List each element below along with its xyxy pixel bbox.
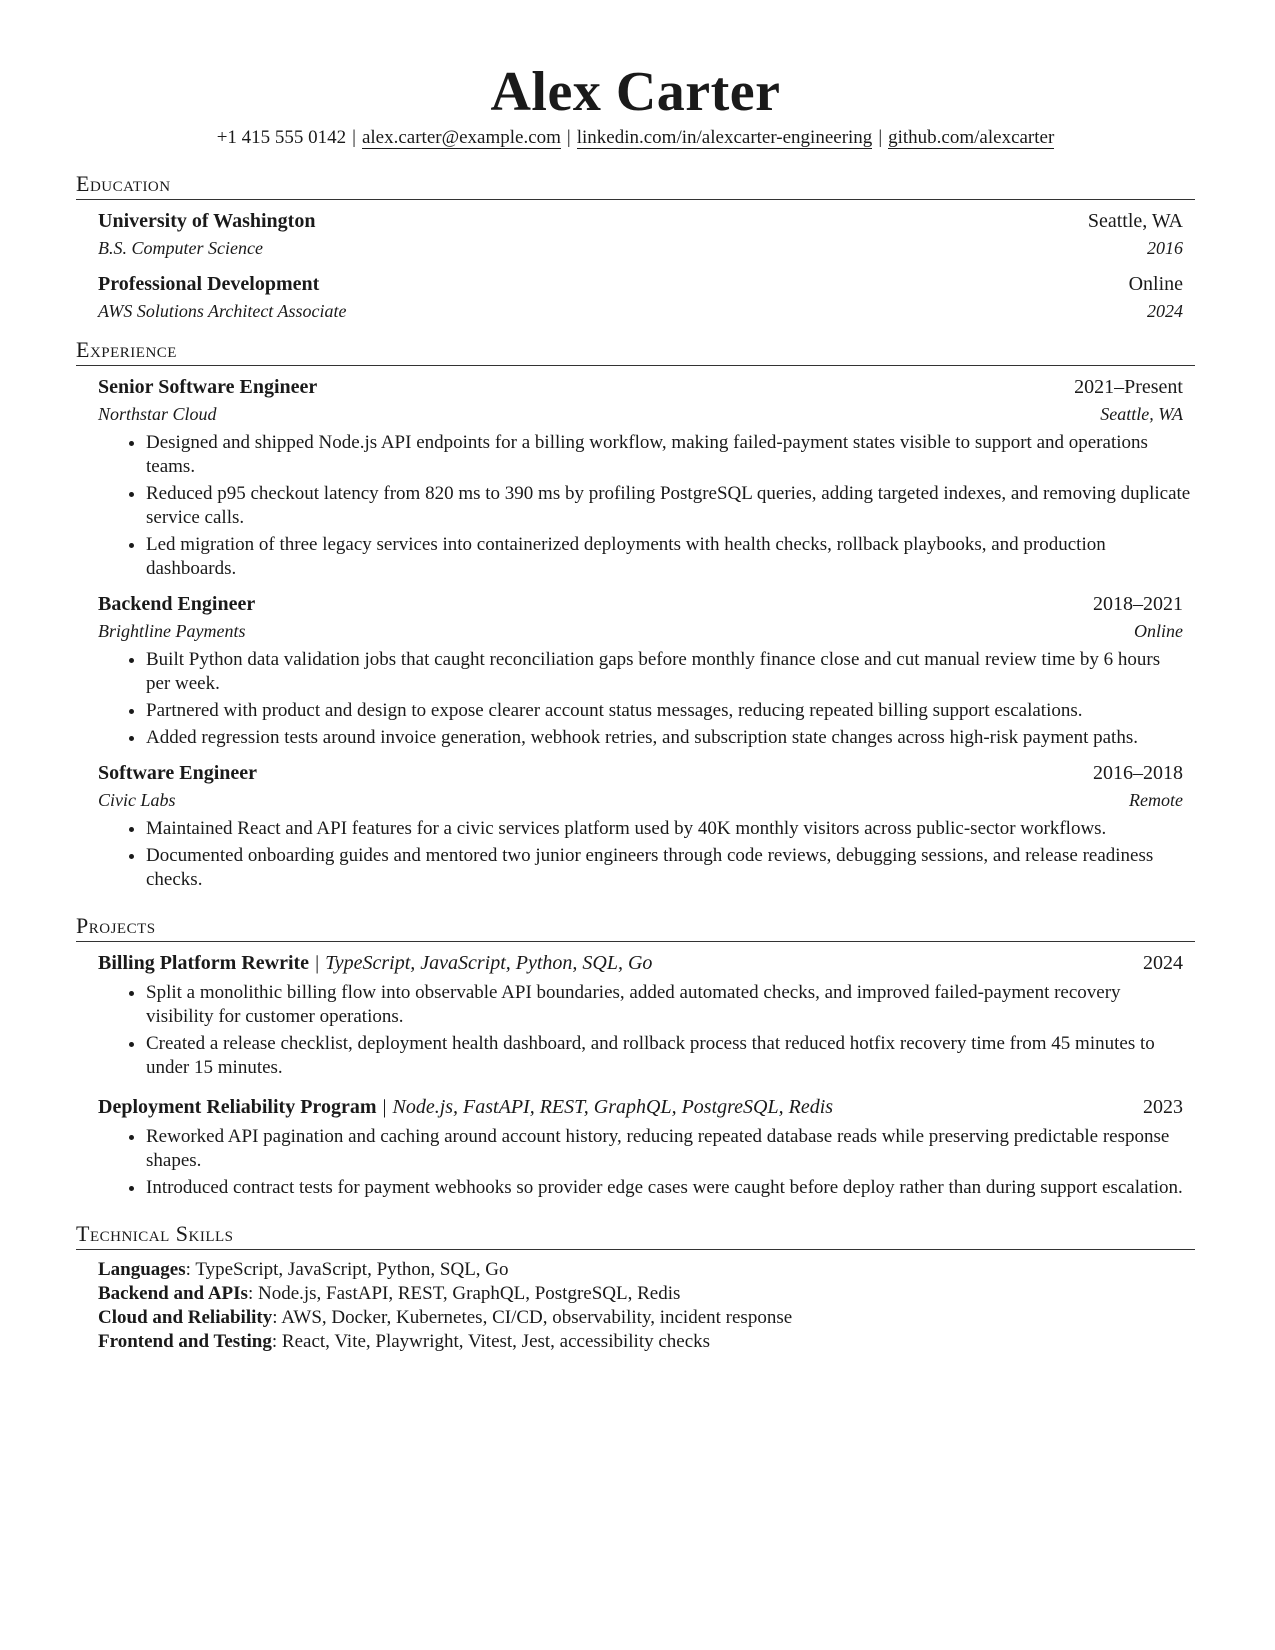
bullet-item: • Introduced contract tests for payment webhooks so provider edge cases were caught before deploy rather than during support escalation. <box>146 1176 1183 1200</box>
job-location: Remote <box>1129 790 1183 810</box>
education-heading: Education <box>76 172 1195 200</box>
company-name: Civic Labs <box>98 790 176 810</box>
phone-number: +1 415 555 0142 <box>216 127 347 148</box>
school-name: University of Washington <box>98 210 316 232</box>
degree: B.S. Computer Science <box>98 238 263 258</box>
skill-line: Languages: TypeScript, JavaScript, Python, SQL, Go <box>98 1259 509 1280</box>
skill-line: Cloud and Reliability: AWS, Docker, Kubernetes, CI/CD, observability, incident response <box>98 1307 793 1328</box>
separator: | <box>382 1096 387 1118</box>
bullet-item: • Built Python data validation jobs that caught reconciliation gaps before monthly finance close and cut manual review time by 6 hours per week. <box>146 648 1183 696</box>
skill-label: Frontend and Testing <box>98 1331 272 1352</box>
project-year: 2023 <box>1143 1096 1183 1118</box>
bullet-list <box>98 817 1183 892</box>
job-role: Software Engineer <box>98 762 258 784</box>
linkedin-link[interactable]: linkedin.com/in/alexcarter-engineering <box>576 127 873 148</box>
bullet-item: • Added regression tests around invoice generation, webhook retries, and subscription state changes across high-risk payment paths. <box>146 726 1183 750</box>
project-name: Deployment Reliability Program <box>98 1096 377 1118</box>
skill-value: React, Vite, Playwright, Vitest, Jest, accessibility checks <box>281 1331 711 1352</box>
project-tech: Node.js, FastAPI, REST, GraphQL, PostgreSQL, Redis <box>392 1096 834 1118</box>
bullet-item: • Reduced p95 checkout latency from 820 ms to 390 ms by profiling PostgreSQL queries, adding targeted indexes, and removing duplicate service calls. <box>146 482 1195 530</box>
skills-heading: Technical Skills <box>76 1222 1195 1250</box>
bullet-item: • Led migration of three legacy services into containerized deployments with health checks, rollback playbooks, and production dashboards. <box>146 533 1195 581</box>
separator: | <box>352 127 356 148</box>
education-section <box>76 208 1195 324</box>
skill-line: Frontend and Testing: React, Vite, Playwright, Vitest, Jest, accessibility checks <box>98 1331 711 1352</box>
skill-value: AWS, Docker, Kubernetes, CI/CD, observability, incident response <box>281 1307 793 1328</box>
education-date: 2016 <box>1147 238 1183 258</box>
project-title <box>98 1094 833 1121</box>
bullet-list <box>98 981 1183 1080</box>
skill-line: Backend and APIs: Node.js, FastAPI, REST, GraphQL, PostgreSQL, Redis <box>98 1283 681 1304</box>
project-year: 2024 <box>1143 952 1183 974</box>
project-entry <box>76 950 1195 1080</box>
bullet-list <box>98 648 1183 750</box>
education-entry <box>76 271 1195 324</box>
company-name: Brightline Payments <box>98 621 246 641</box>
experience-heading: Experience <box>76 338 1195 366</box>
separator: | <box>566 127 571 148</box>
contact-line <box>76 126 1195 150</box>
resume-name: Alex Carter <box>490 61 781 123</box>
bullet-item: • Reworked API pagination and caching around account history, reducing repeated database reads while preserving predictable response shapes. <box>146 1125 1183 1173</box>
email-link[interactable]: alex.carter@example.com <box>361 127 561 148</box>
job-dates: 2018–2021 <box>1093 593 1183 615</box>
bullet-item: • Partnered with product and design to expose clearer account status messages, reducing repeated billing support escalations. <box>146 699 1183 723</box>
job-role: Backend Engineer <box>98 593 256 615</box>
company-name: Northstar Cloud <box>98 404 217 424</box>
skill-label: Backend and APIs <box>98 1283 248 1304</box>
bullet-list <box>98 1125 1183 1200</box>
separator: | <box>878 127 883 148</box>
school-name: Professional Development <box>98 273 320 295</box>
bullet-item: • Documented onboarding guides and mentored two junior engineers through code reviews, debugging sessions, and release readiness checks. <box>146 844 1183 892</box>
projects-heading: Projects <box>76 914 1195 942</box>
bullet-item: • Designed and shipped Node.js API endpoints for a billing workflow, making failed-payment states visible to support and operations teams. <box>146 431 1195 479</box>
projects-section <box>76 950 1195 1200</box>
github-link[interactable]: github.com/alexcarter <box>888 127 1055 148</box>
project-title <box>98 950 652 977</box>
experience-entry <box>76 760 1195 892</box>
degree: AWS Solutions Architect Associate <box>98 301 347 321</box>
bullet-list <box>98 431 1195 581</box>
skill-value: TypeScript, JavaScript, Python, SQL, Go <box>195 1259 509 1280</box>
experience-section <box>76 374 1195 892</box>
skill-label: Languages <box>98 1259 186 1280</box>
job-dates: 2016–2018 <box>1093 762 1183 784</box>
bullet-item: • Split a monolithic billing flow into observable API boundaries, added automated checks, and improved failed-payment recovery visibility for customer operations. <box>146 981 1183 1029</box>
job-role: Senior Software Engineer <box>98 376 318 398</box>
skills-section <box>76 1258 1195 1354</box>
project-tech: TypeScript, JavaScript, Python, SQL, Go <box>325 952 653 974</box>
bullet-item: • Created a release checklist, deployment health dashboard, and rollback process that reduced hotfix recovery time from 45 minutes to under 15 minutes. <box>146 1032 1183 1080</box>
project-name: Billing Platform Rewrite <box>98 952 310 974</box>
skill-value: Node.js, FastAPI, REST, GraphQL, PostgreSQL, Redis <box>257 1283 681 1304</box>
skill-label: Cloud and Reliability <box>98 1307 273 1328</box>
bullet-item: • Maintained React and API features for a civic services platform used by 40K monthly visitors across public-sector workflows. <box>146 817 1183 841</box>
education-entry <box>76 208 1195 261</box>
job-dates: 2021–Present <box>1074 376 1183 398</box>
job-location: Online <box>1134 621 1183 641</box>
experience-entry <box>76 591 1195 750</box>
experience-entry <box>76 374 1195 581</box>
job-location: Seattle, WA <box>1100 404 1183 424</box>
separator: | <box>315 952 320 974</box>
education-date: 2024 <box>1147 301 1183 321</box>
project-entry <box>76 1094 1195 1200</box>
school-location: Seattle, WA <box>1087 210 1183 232</box>
school-location: Online <box>1128 273 1183 295</box>
